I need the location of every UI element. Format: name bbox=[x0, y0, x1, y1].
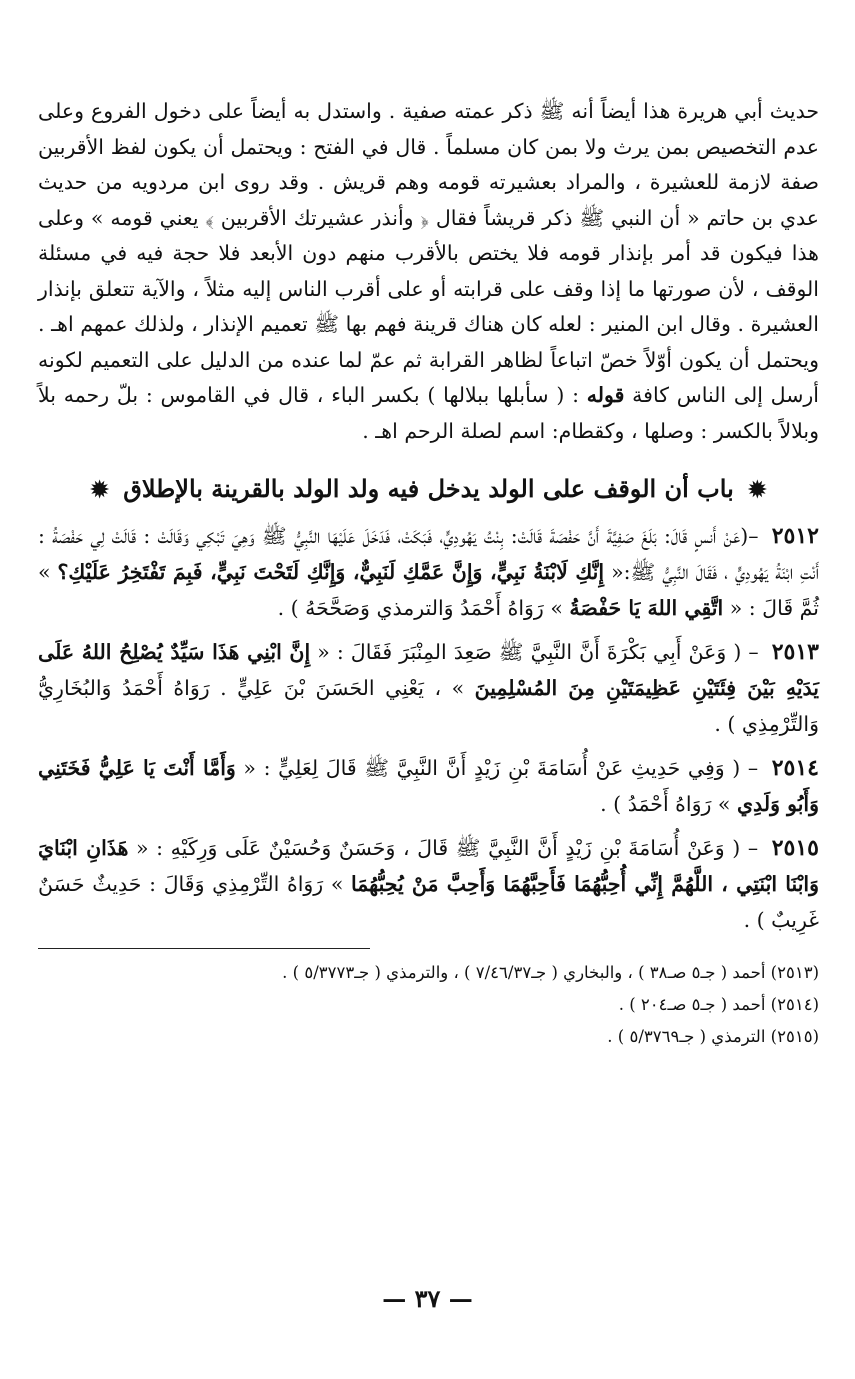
intro-paragraph bbox=[38, 94, 819, 449]
hadith-entry bbox=[38, 750, 819, 822]
hadith-text: » رَوَاهُ أَحْمَدُ وَالترمذي وَصَحَّحَهُ ) . bbox=[277, 596, 563, 620]
footnote-divider bbox=[38, 948, 370, 949]
hadith-text: » ثُمَّ قَالَ : « bbox=[38, 560, 819, 620]
hadith-text: » رَوَاهُ أَحْمَدُ ) . bbox=[600, 792, 731, 816]
hadith-entry bbox=[38, 830, 819, 938]
star-ornament-icon: ✹ bbox=[748, 477, 767, 503]
footnote-item: (٢٥١٤) أحمد ( جـ٥ صـ٢٠٤ ) . bbox=[618, 995, 819, 1014]
hadith-quote: إِنَّكِ لَابْنَةُ نَبِيٍّ، وَإِنَّ عَمَّكِ لَنَبِيٌّ، وَإِنَّكِ لَتَحْتَ نَبِيٍّ، فَبِمَ تَفْتَخِرُ عَلَيْكِ؟ bbox=[57, 560, 605, 584]
hadith-number: ٢٥١٣ bbox=[771, 639, 819, 665]
hadith-text: –(عَنْ أَنسٍ قَالَ: بَلَغَ صَفِيَّةَ أَنَّ حَفْصَةَ قَالَتْ: بِنْتُ يَهُودِيٍّ، فَبَكَتْ، فَدَخَلَ عَلَيْهَا النَّبِيُّ ﷺ وَهِيَ تَبْكِي وَقَالَتْ : قَالَتْ لِي حَفْصَةُ : أَنْتِ ابْنَةُ يَهُودِيٍّ ، فَقَالَ النَّبِيُّ ﷺ:« bbox=[38, 524, 819, 584]
intro-text: حديث أبي هريرة هذا أيضاً أنه ﷺ ذكر عمته صفية . واستدل به أيضاً على دخول الفروع وعلى عدم التخصيص بمن يرث ولا بمن كان مسلماً . قال في الفتح : ويحتمل أن يكون لفظ الأقربين صفة لازمة للعشيرة ، والمراد بعشيرته قومه وهم قريش . وقد روى ابن مردويه من حديث عدي بن حاتم « أن النبي ﷺ ذكر قريشاً فقال ﴿ وأنذر عشيرتك الأقربين ﴾ يعني قومه » وعلى هذا فيكون قد أمر بإنذار قومه فلا يختص بالأقرب منهم دون الأبعد فلا حجة فيه في مسئلة الوقف ، لأن صورتها ما إذا وقف على قرابته أو على أقرب الناس إليه مثلاً ، والآية تتعلق بإنذار العشيرة . وقال ابن المنير : لعله كان هناك قرينة فهم بها ﷺ تعميم الإنذار ، ولذلك عمهم اهـ . ويحتمل أن يكون أوّلاً خصّ اتباعاً لظاهر القرابة ثم عمّ لما عنده من الدليل على التعميم لكونه أرسل إلى الناس كافة bbox=[38, 99, 819, 407]
intro-commentary bbox=[38, 94, 819, 449]
hadith-number: ٢٥١٤ bbox=[771, 755, 819, 781]
footnotes bbox=[38, 957, 819, 1053]
hadith-text: – ( وَعَنْ أُسَامَةَ بْنِ زَيْدٍ أَنَّ النَّبِيَّ ﷺ قَالَ ، وَحَسَنٌ وَحُسَيْنٌ عَلَى وَرِكَيْهِ : « bbox=[136, 836, 759, 860]
footnote-item: (٢٥١٥) الترمذي ( جـ٥/٣٧٦٩ ) . bbox=[607, 1027, 819, 1046]
chapter-heading bbox=[38, 469, 819, 510]
hadith-text: » رَوَاهُ التِّرْمِذِي وَقَالَ : حَدِيثٌ حَسَنٌ غَرِيبٌ ) . bbox=[38, 872, 819, 932]
hadith-quote: اتَّقِي اللهَ يَا حَفْصَةُ bbox=[569, 596, 724, 620]
hadith-list bbox=[38, 518, 819, 938]
hadith-number: ٢٥١٥ bbox=[771, 835, 819, 861]
hadith-quote: إِنَّ ابْنِي هَذَا سَيِّدٌ يُصْلِحُ اللهُ عَلَى يَدَيْهِ بَيْنَ فِئَتَيْنِ عَظِيمَتَيْنِ مِنَ المُسْلِمِينَ bbox=[38, 640, 819, 700]
intro-text-after: : ( سأبلها ببلالها ) بكسر الباء ، قال في القاموس : بلّ رحمه بلاً وبلالاً بالكسر : وصلها ، وكقطام: اسم لصلة الرحم اهـ . bbox=[38, 383, 819, 443]
footnote-item: (٢٥١٣) أحمد ( جـ٥ صـ٣٨ ) ، والبخاري ( جـ٧/٤٦/٣٧ ) ، والترمذي ( جـ٥/٣٧٧٣ ) . bbox=[282, 963, 819, 982]
chapter-title: باب أن الوقف على الولد يدخل فيه ولد الولد بالقرينة بالإطلاق bbox=[123, 474, 734, 503]
hadith-entry bbox=[38, 634, 819, 742]
hadith-text: – ( وَعَنْ أَبِي بَكْرَةَ أَنَّ النَّبِيَّ ﷺ صَعِدَ المِنْبَرَ فَقَالَ : « bbox=[317, 640, 759, 664]
page-number: — ٣٧ — bbox=[382, 1284, 473, 1313]
hadith-quote: هَذَانِ ابْنَايَ وَابْنَا ابْنَتِي ، اللَّهُمَّ إِنِّي أُحِبُّهُمَا فَأَحِبَّهُمَا وَأَحِبَّ مَنْ يُحِبُّهُمَا bbox=[38, 836, 819, 896]
intro-bold-word: قوله bbox=[586, 383, 625, 407]
hadith-entry bbox=[38, 518, 819, 626]
hadith-text: – ( وَفِي حَدِيثِ عَنْ أُسَامَةَ بْنِ زَيْدٍ أَنَّ النَّبِيَّ ﷺ قَالَ لِعَلِيٍّ : « bbox=[243, 756, 759, 780]
hadith-number: ٢٥١٢ bbox=[771, 523, 819, 549]
star-ornament-icon: ✹ bbox=[90, 477, 109, 503]
hadith-quote: وَأَمَّا أَنْتَ يَا عَلِيُّ فَخَتَنِي وَأَبُو وَلَدِي bbox=[38, 756, 819, 816]
hadith-text: » ، يَعْنِي الحَسَنَ بْنَ عَلِيٍّ . رَوَاهُ أَحْمَدُ وَالبُخَارِيُّ وَالتِّرْمِذِي ) . bbox=[38, 676, 819, 736]
